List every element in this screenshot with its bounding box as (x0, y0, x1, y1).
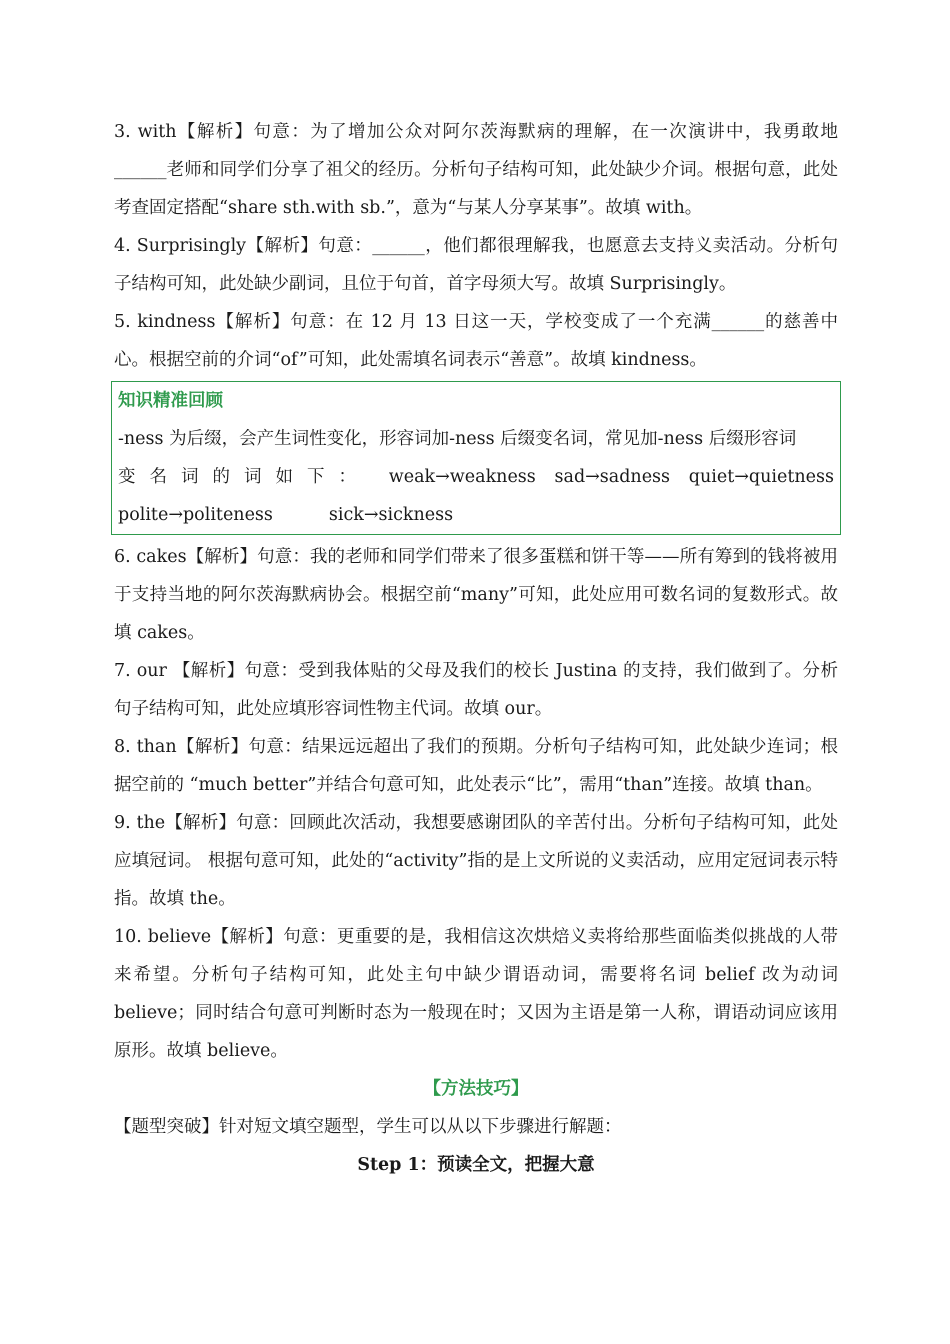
method-tips-heading: 【方法技巧】 (423, 1079, 529, 1099)
answer-item-9: 9. the【解析】句意：回顾此次活动，我想要感谢团队的辛苦付出。分析句子结构可知，此处应填冠词。 根据句意可知，此处的“activity”指的是上文所说的义卖活动，应用定冠词表示特指。故填 the。 (114, 813, 838, 909)
step-1-heading: Step 1：预读全文，把握大意 (357, 1155, 595, 1175)
answer-item-6: 6. cakes【解析】句意：我的老师和同学们带来了很多蛋糕和饼干等——所有筹到的钱将被用于支持当地的阿尔茨海默病协会。根据空前“many”可知，此处应用可数名词的复数形式。故填 cakes。 (114, 547, 838, 643)
knowledge-review-box (111, 381, 841, 535)
answer-item-4: 4. Surprisingly【解析】句意：______，他们都很理解我，也愿意去支持义卖活动。分析句子结构可知，此处缺少副词，且位于句首，首字母须大写。故填 Surprisingly。 (114, 236, 838, 294)
answer-item-3: 3. with【解析】句意：为了增加公众对阿尔茨海默病的理解，在一次演讲中，我勇敢地______老师和同学们分享了祖父的经历。分析句子结构可知，此处缺少介词。根据句意，此处考查固定搭配“share sth.with sb.”，意为“与某人分享某事”。故填 with。 (114, 122, 838, 218)
document-page (114, 113, 838, 1184)
word-pair: polite→politeness (118, 505, 273, 525)
word-pairs-row-2 (118, 496, 834, 534)
word-pair: sick→sickness (328, 505, 454, 525)
answer-item-8: 8. than【解析】句意：结果远远超出了我们的预期。分析句子结构可知，此处缺少连词；根据空前的 “much better”并结合句意可知，此处表示“比”，需用“than”连接。故填 than。 (114, 737, 838, 795)
word-pair: sad→sadness (554, 467, 671, 487)
word-pairs-row-1 (118, 458, 834, 496)
knowledge-review-title: 知识精准回顾 (118, 391, 223, 411)
answer-item-7: 7. our 【解析】句意：受到我体贴的父母及我们的校长 Justina 的支持，我们做到了。分析句子结构可知，此处应填形容词性物主代词。故填 our。 (114, 661, 838, 719)
word-pair: quiet→quietness (688, 467, 834, 487)
answer-item-10: 10. believe【解析】句意：更重要的是，我相信这次烘焙义卖将给那些面临类似挑战的人带来希望。分析句子结构可知，此处主句中缺少谓语动词，需要将名词 belief 改为动词 believe；同时结合句意可判断时态为一般现在时；又因为主语是第一人称，谓语动词应该用原形。故填 believe。 (114, 927, 838, 1061)
answer-item-5: 5. kindness【解析】句意：在 12 月 13 日这一天，学校变成了一个充满______的慈善中心。根据空前的介词“of”可知，此处需填名词表示“善意”。故填 kindness。 (114, 312, 838, 370)
method-intro: 【题型突破】针对短文填空题型，学生可以从以下步骤进行解题： (114, 1117, 622, 1137)
word-pair: weak→weakness (388, 467, 536, 487)
word-pairs-label: 变名词的词如下： (118, 467, 370, 487)
knowledge-review-line: -ness 为后缀，会产生词性变化，形容词加-ness 后缀变名词，常见加-ness 后缀形容词 (118, 429, 797, 449)
